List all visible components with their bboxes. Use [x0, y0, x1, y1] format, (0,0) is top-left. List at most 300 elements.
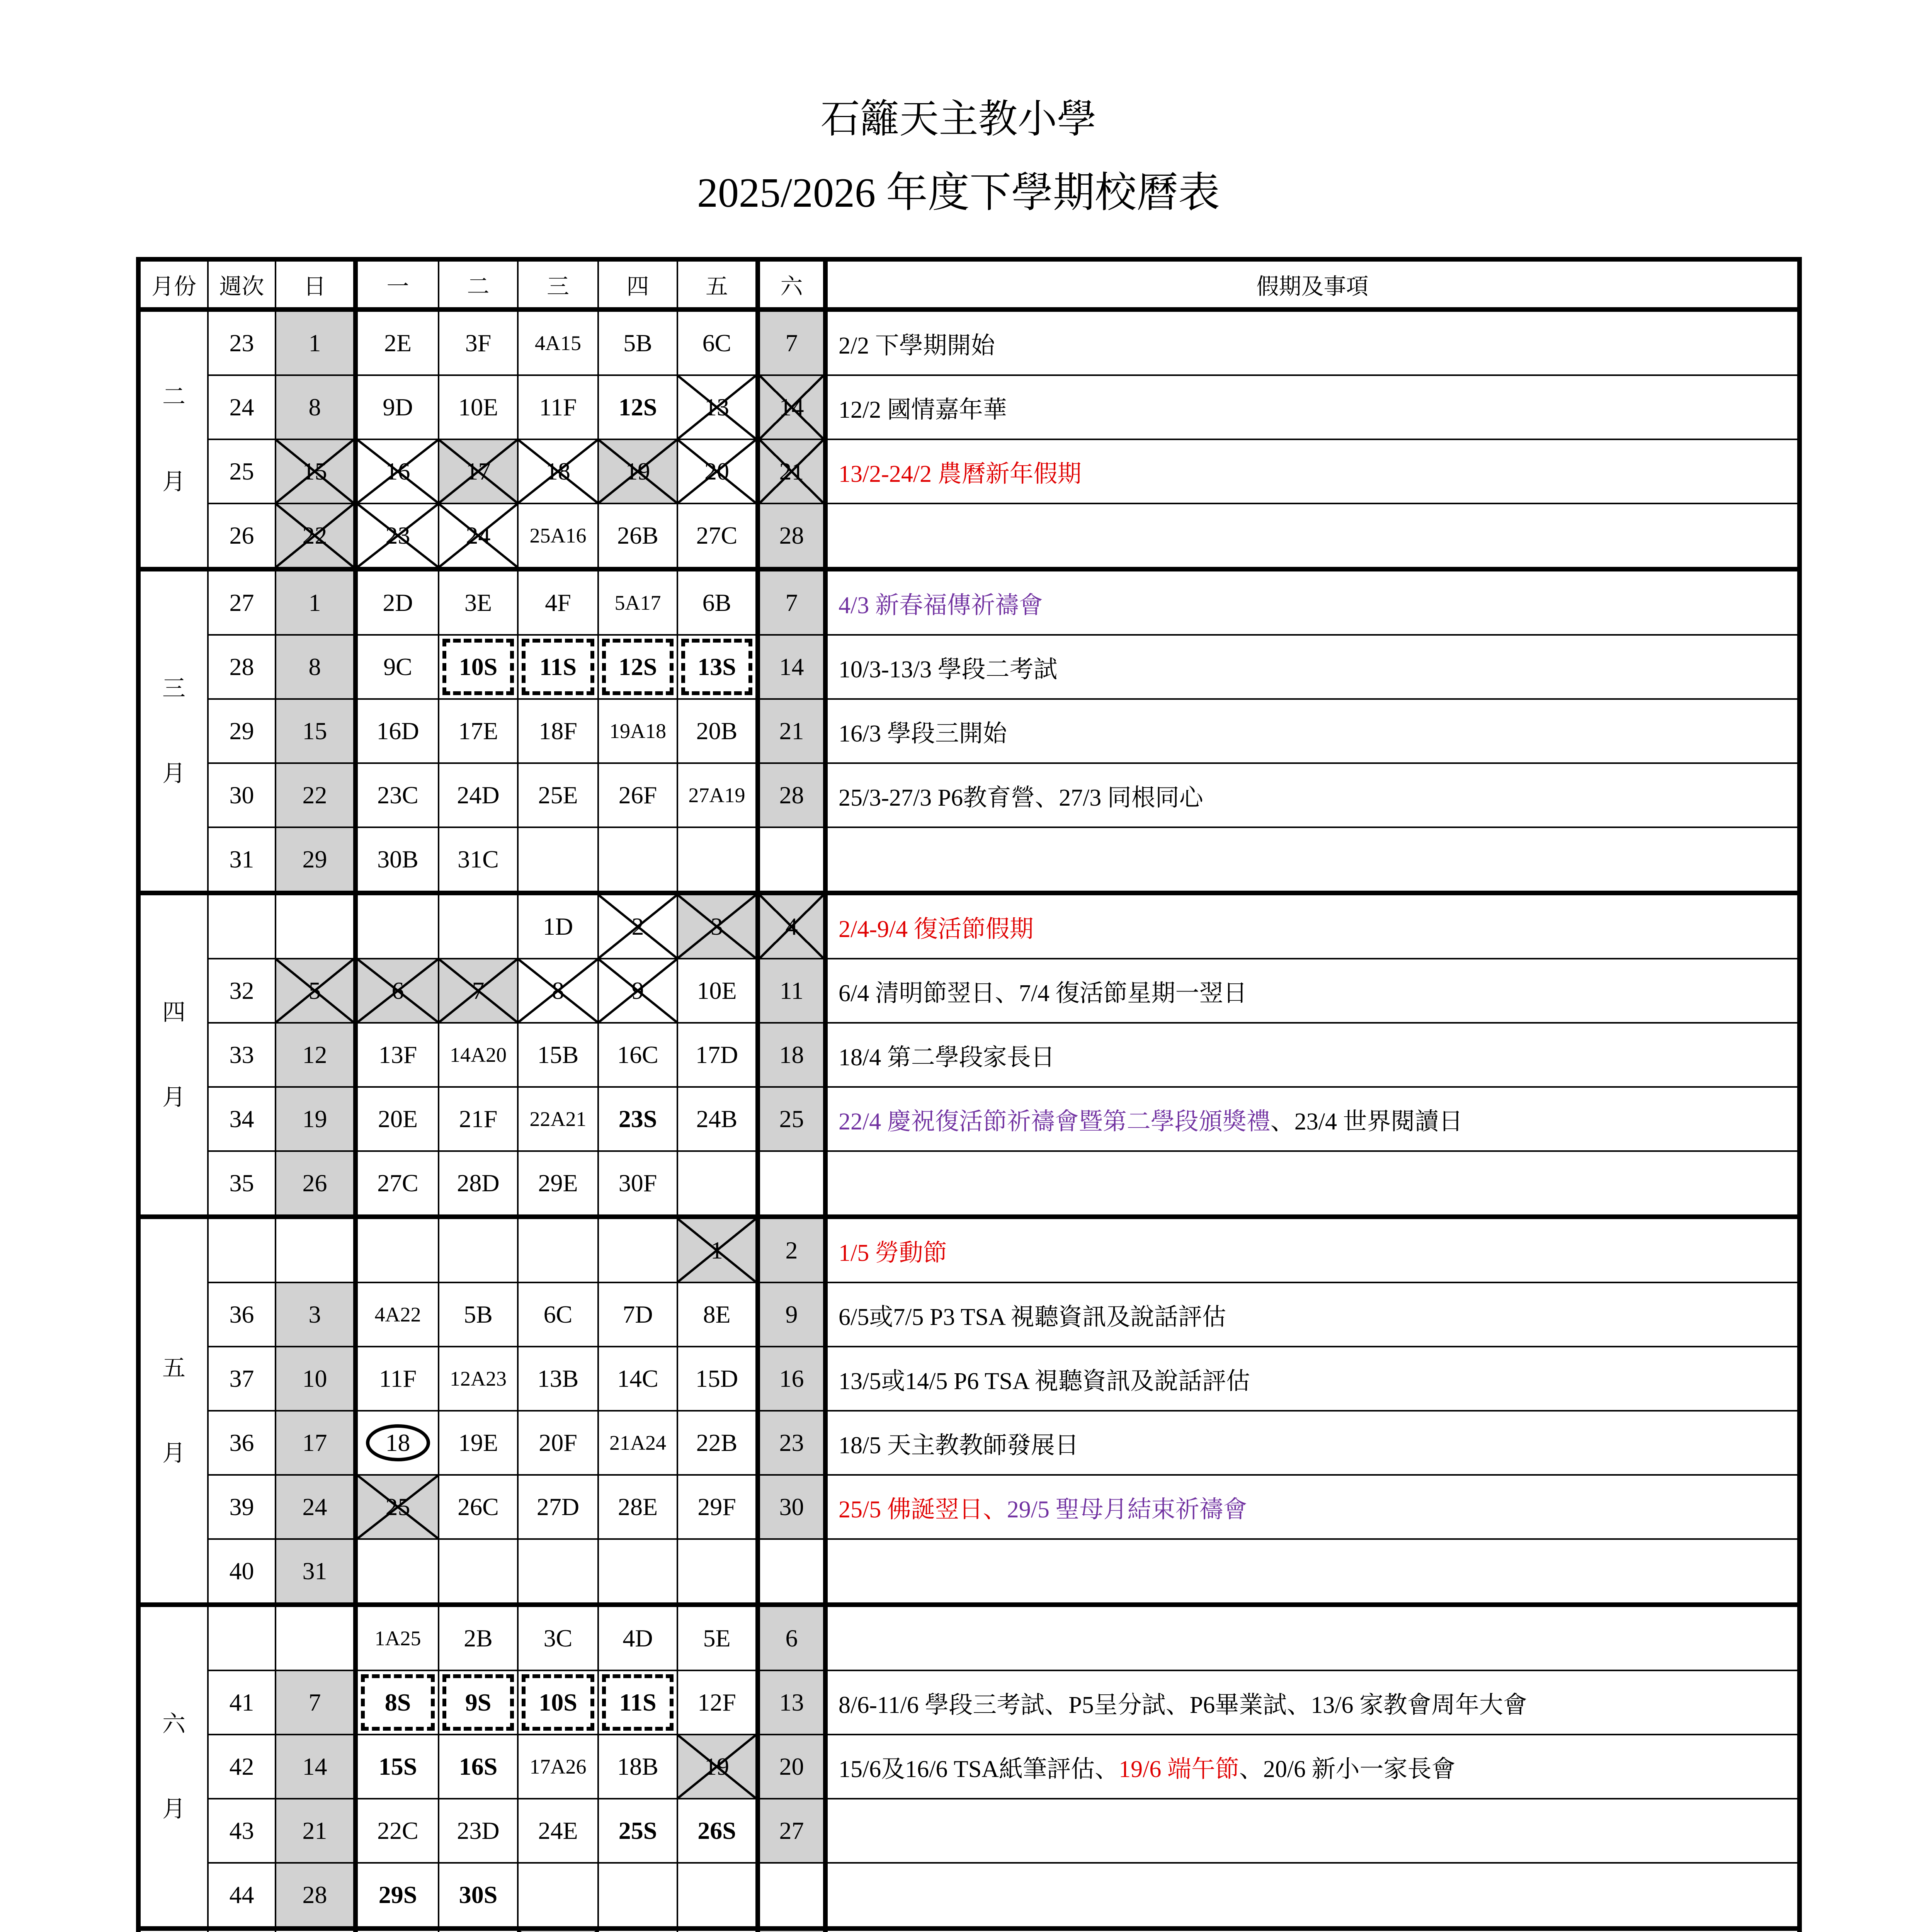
- day-cell-mon: [356, 1929, 439, 1932]
- day-cell-tue: 23D: [439, 1799, 518, 1863]
- day-cell-mon: 15S: [356, 1735, 439, 1799]
- week-number: 33: [208, 1023, 276, 1087]
- week-row: [138, 1799, 1800, 1863]
- day-cell-sat: 6: [758, 1605, 825, 1670]
- day-cell-thu: [598, 1539, 677, 1605]
- events-cell: [825, 763, 1800, 827]
- month-char: 四: [162, 1000, 185, 1025]
- day-cell-sat: 2: [758, 1217, 825, 1282]
- week-row: [138, 1863, 1800, 1929]
- day-cell-wed: 8: [518, 959, 598, 1023]
- day-cell-thu: [598, 1929, 677, 1932]
- event-text: 2/4-9/4 復活節假期: [839, 916, 1034, 942]
- day-cell-tue: [439, 1217, 518, 1282]
- day-cell-mon: 29S: [356, 1863, 439, 1929]
- event-text: 22/4 慶祝復活節祈禱會暨第二學段頒獎禮: [839, 1108, 1271, 1135]
- event-text: 29/5 聖母月結束祈禱會: [1007, 1496, 1247, 1523]
- day-cell-fri: 8E: [677, 1282, 758, 1347]
- header-week: 週次: [208, 259, 276, 310]
- day-cell-mon: 23C: [356, 763, 439, 827]
- event-text: 、23/4 世界閱讀日: [1270, 1108, 1463, 1135]
- day-cell-wed: 25A16: [518, 503, 598, 569]
- events-cell: [825, 827, 1800, 893]
- day-cell-fri: 17D: [677, 1023, 758, 1087]
- week-number: [208, 1217, 276, 1282]
- day-cell-wed: [518, 1929, 598, 1932]
- day-cell-sun: 26: [276, 1151, 356, 1217]
- week-row: [138, 1347, 1800, 1411]
- week-row: [138, 1411, 1800, 1475]
- day-cell-mon: 13F: [356, 1023, 439, 1087]
- day-cell-fri: [677, 1151, 758, 1217]
- events-cell: [825, 1411, 1800, 1475]
- day-cell-mon: 4A22: [356, 1282, 439, 1347]
- day-cell-thu: 5B: [598, 310, 677, 375]
- day-cell-tue: 2B: [439, 1605, 518, 1670]
- day-cell-tue: 24D: [439, 763, 518, 827]
- day-cell-wed: 13B: [518, 1347, 598, 1411]
- events-cell: [825, 1282, 1800, 1347]
- day-cell-tue: 5B: [439, 1282, 518, 1347]
- day-cell-sat: 21: [758, 439, 825, 503]
- day-cell-fri: 3: [677, 893, 758, 959]
- event-text: 2/2 下學期開始: [839, 332, 995, 359]
- day-cell-wed: 4A15: [518, 310, 598, 375]
- week-row: [138, 375, 1800, 439]
- day-cell-thu: [598, 1863, 677, 1929]
- week-row: [138, 959, 1800, 1023]
- event-text: 19/6 端午節: [1119, 1756, 1239, 1782]
- events-cell: [825, 1347, 1800, 1411]
- day-cell-sat: 30: [758, 1475, 825, 1539]
- day-cell-tue: 12A23: [439, 1347, 518, 1411]
- day-cell-sat: 25: [758, 1087, 825, 1151]
- header-events: 假期及事項: [825, 259, 1800, 310]
- day-cell-mon: [356, 1411, 439, 1475]
- day-cell-tue: 14A20: [439, 1023, 518, 1087]
- day-cell-fri: 27C: [677, 503, 758, 569]
- day-cell-fri: 27A19: [677, 763, 758, 827]
- day-cell-sat: 27: [758, 1799, 825, 1863]
- day-cell-sun: 14: [276, 1735, 356, 1799]
- week-number: 40: [208, 1539, 276, 1605]
- day-cell-fri: 29F: [677, 1475, 758, 1539]
- events-cell: [825, 375, 1800, 439]
- week-number: 35: [208, 1151, 276, 1217]
- day-cell-fri: 20B: [677, 699, 758, 763]
- day-cell-thu: 21A24: [598, 1411, 677, 1475]
- day-cell-sat: 16: [758, 1347, 825, 1411]
- day-cell-sun: 19: [276, 1087, 356, 1151]
- day-cell-sun: [276, 1217, 356, 1282]
- event-text: 6/5或7/5 P3 TSA 視聽資訊及說話評估: [839, 1304, 1226, 1330]
- day-cell-tue: 21F: [439, 1087, 518, 1151]
- events-cell: [825, 503, 1800, 569]
- day-cell-mon: 16: [356, 439, 439, 503]
- day-cell-mon: 2D: [356, 569, 439, 635]
- events-cell: [825, 1929, 1800, 1932]
- event-text: 4/3 新春福傳祈禱會: [839, 592, 1043, 619]
- day-cell-fri: 6B: [677, 569, 758, 635]
- day-cell-mon: 27C: [356, 1151, 439, 1217]
- events-cell: [825, 1217, 1800, 1282]
- day-cell-fri: [677, 1929, 758, 1932]
- day-cell-wed: 4F: [518, 569, 598, 635]
- day-cell-mon: 16D: [356, 699, 439, 763]
- week-number: 32: [208, 959, 276, 1023]
- day-cell-mon: [356, 1217, 439, 1282]
- week-number: [208, 1929, 276, 1932]
- week-number: 39: [208, 1475, 276, 1539]
- week-row: [138, 1151, 1800, 1217]
- day-cell-sun: 7: [276, 1670, 356, 1735]
- events-cell: [825, 1799, 1800, 1863]
- day-cell-wed: [518, 827, 598, 893]
- day-cell-sun: 10: [276, 1347, 356, 1411]
- week-row: [138, 310, 1800, 375]
- day-cell-sun: 5: [276, 959, 356, 1023]
- events-cell: [825, 1539, 1800, 1605]
- day-cell-sun: [276, 1605, 356, 1670]
- events-cell: [825, 1735, 1800, 1799]
- week-row: [138, 439, 1800, 503]
- day-cell-tue: 3F: [439, 310, 518, 375]
- month-char: 三: [162, 676, 185, 701]
- day-cell-mon: 30B: [356, 827, 439, 893]
- week-row: [138, 1605, 1800, 1670]
- month-char: 月: [162, 761, 185, 786]
- day-cell-tue: [439, 893, 518, 959]
- day-cell-tue: 7: [439, 959, 518, 1023]
- day-cell-sun: 15: [276, 699, 356, 763]
- event-text: 、20/6 新小一家長會: [1239, 1756, 1456, 1782]
- day-cell-tue: 28D: [439, 1151, 518, 1217]
- day-cell-tue: 3E: [439, 569, 518, 635]
- day-cell-thu: 25S: [598, 1799, 677, 1863]
- day-cell-sat: 14: [758, 375, 825, 439]
- day-cell-tue: [439, 1929, 518, 1932]
- day-cell-mon: 2E: [356, 310, 439, 375]
- week-row: [138, 763, 1800, 827]
- header-sat: 六: [758, 259, 825, 310]
- month-char: 五: [162, 1355, 185, 1381]
- header-wed: 三: [518, 259, 598, 310]
- day-cell-sat: 13: [758, 1670, 825, 1735]
- day-cell-sat: 9: [758, 1282, 825, 1347]
- events-cell: [825, 959, 1800, 1023]
- day-cell-fri: 13S: [677, 635, 758, 699]
- day-cell-thu: 28E: [598, 1475, 677, 1539]
- day-cell-sun: 8: [276, 375, 356, 439]
- day-cell-fri: [677, 1863, 758, 1929]
- day-cell-sat: 4: [758, 893, 825, 959]
- day-cell-fri: 12F: [677, 1670, 758, 1735]
- week-number: 27: [208, 569, 276, 635]
- week-number: 31: [208, 827, 276, 893]
- day-cell-sun: 3: [276, 1282, 356, 1347]
- day-cell-wed: 25E: [518, 763, 598, 827]
- day-cell-sat: 20: [758, 1735, 825, 1799]
- day-cell-wed: [518, 1217, 598, 1282]
- day-cell-wed: 18F: [518, 699, 598, 763]
- month-char: 月: [162, 1796, 185, 1822]
- day-cell-fri: 22B: [677, 1411, 758, 1475]
- event-text: 8/6-11/6 學段三考試、P5呈分試、P6畢業試、13/6 家教會周年大會: [839, 1692, 1527, 1718]
- day-cell-thu: [598, 827, 677, 893]
- day-cell-thu: 16C: [598, 1023, 677, 1087]
- week-number: 44: [208, 1863, 276, 1929]
- day-cell-wed: 10S: [518, 1670, 598, 1735]
- week-number: 36: [208, 1411, 276, 1475]
- week-number: 25: [208, 439, 276, 503]
- day-cell-fri: 26S: [677, 1799, 758, 1863]
- day-cell-thu: 23S: [598, 1087, 677, 1151]
- week-number: 34: [208, 1087, 276, 1151]
- day-cell-mon: 11F: [356, 1347, 439, 1411]
- week-number: 37: [208, 1347, 276, 1411]
- day-cell-thu: 4D: [598, 1605, 677, 1670]
- day-cell-fri: 15D: [677, 1347, 758, 1411]
- day-cell-mon: 25: [356, 1475, 439, 1539]
- week-row: [138, 893, 1800, 959]
- events-cell: [825, 1151, 1800, 1217]
- day-cell-wed: 17A26: [518, 1735, 598, 1799]
- month-label: [138, 569, 208, 893]
- day-cell-thu: 26F: [598, 763, 677, 827]
- event-text: 18/4 第二學段家長日: [839, 1044, 1055, 1071]
- month-label: [138, 1217, 208, 1605]
- events-cell: [825, 310, 1800, 375]
- events-cell: [825, 1670, 1800, 1735]
- event-text: 1/5 勞動節: [839, 1240, 947, 1266]
- day-cell-sun: 22: [276, 763, 356, 827]
- circled-day: 18: [366, 1424, 430, 1461]
- day-cell-mon: 9C: [356, 635, 439, 699]
- day-cell-fri: 5E: [677, 1605, 758, 1670]
- day-cell-wed: 29E: [518, 1151, 598, 1217]
- events-cell: [825, 439, 1800, 503]
- event-text: 13/2-24/2 農曆新年假期: [839, 461, 1082, 487]
- school-name: 石籬天主教小學: [820, 98, 1097, 141]
- day-cell-tue: 17E: [439, 699, 518, 763]
- day-cell-wed: 15B: [518, 1023, 598, 1087]
- month-char: 二: [162, 384, 185, 410]
- event-text: 10/3-13/3 學段二考試: [839, 656, 1058, 683]
- day-cell-thu: 12S: [598, 375, 677, 439]
- day-cell-fri: [677, 827, 758, 893]
- day-cell-wed: 6C: [518, 1282, 598, 1347]
- week-number: 43: [208, 1799, 276, 1863]
- week-row: [138, 1282, 1800, 1347]
- week-number: 28: [208, 635, 276, 699]
- day-cell-wed: 1D: [518, 893, 598, 959]
- week-number: 30: [208, 763, 276, 827]
- header-thu: 四: [598, 259, 677, 310]
- day-cell-fri: 19: [677, 1735, 758, 1799]
- day-cell-thu: 19: [598, 439, 677, 503]
- day-cell-wed: 27D: [518, 1475, 598, 1539]
- day-cell-tue: 30S: [439, 1863, 518, 1929]
- events-cell: [825, 1863, 1800, 1929]
- day-cell-sat: 18: [758, 1023, 825, 1087]
- day-cell-sun: 8: [276, 635, 356, 699]
- event-text: 15/6及16/6 TSA紙筆評估、: [839, 1756, 1119, 1782]
- events-cell: [825, 569, 1800, 635]
- day-cell-sat: [758, 1539, 825, 1605]
- day-cell-sun: 31: [276, 1539, 356, 1605]
- week-row: [138, 1929, 1800, 1932]
- week-number: 41: [208, 1670, 276, 1735]
- week-number: 26: [208, 503, 276, 569]
- day-cell-sun: 28: [276, 1863, 356, 1929]
- day-cell-sun: 1: [276, 569, 356, 635]
- event-text: 25/3-27/3 P6教育營、27/3 同根同心: [839, 784, 1203, 811]
- day-cell-sun: 22: [276, 503, 356, 569]
- month-label: [138, 310, 208, 569]
- day-cell-thu: 9: [598, 959, 677, 1023]
- day-cell-wed: [518, 1863, 598, 1929]
- day-cell-thu: 30F: [598, 1151, 677, 1217]
- day-cell-thu: 5A17: [598, 569, 677, 635]
- week-row: [138, 699, 1800, 763]
- day-cell-wed: [518, 1539, 598, 1605]
- week-number: 23: [208, 310, 276, 375]
- day-cell-thu: [598, 1217, 677, 1282]
- events-cell: [825, 1087, 1800, 1151]
- week-row: [138, 827, 1800, 893]
- event-text: 25/5 佛誕翌日: [839, 1496, 983, 1523]
- week-number: 29: [208, 699, 276, 763]
- day-cell-fri: [677, 1539, 758, 1605]
- week-number: 24: [208, 375, 276, 439]
- week-number: 36: [208, 1282, 276, 1347]
- week-row: [138, 1217, 1800, 1282]
- day-cell-tue: 10S: [439, 635, 518, 699]
- day-cell-thu: 12S: [598, 635, 677, 699]
- events-cell: [825, 1023, 1800, 1087]
- event-text: 12/2 國情嘉年華: [839, 396, 1007, 423]
- month-char: 六: [162, 1711, 185, 1737]
- day-cell-wed: 24E: [518, 1799, 598, 1863]
- events-cell: [825, 699, 1800, 763]
- header-mon: 一: [356, 259, 439, 310]
- header-fri: 五: [677, 259, 758, 310]
- day-cell-tue: 16S: [439, 1735, 518, 1799]
- day-cell-wed: 18: [518, 439, 598, 503]
- day-cell-sat: 7: [758, 310, 825, 375]
- event-text: 16/3 學段三開始: [839, 720, 1007, 747]
- week-row: [138, 1475, 1800, 1539]
- event-text: 、: [983, 1496, 1007, 1523]
- month-char: 月: [162, 469, 185, 495]
- header-row: [138, 259, 1800, 310]
- header-month: 月份: [138, 259, 208, 310]
- week-row: [138, 1539, 1800, 1605]
- day-cell-wed: 3C: [518, 1605, 598, 1670]
- day-cell-fri: 1: [677, 1217, 758, 1282]
- day-cell-sat: [758, 1863, 825, 1929]
- day-cell-sun: 17: [276, 1411, 356, 1475]
- day-cell-sun: 21: [276, 1799, 356, 1863]
- week-number: [208, 1605, 276, 1670]
- school-calendar-table: [136, 257, 1802, 1932]
- day-cell-sat: 11: [758, 959, 825, 1023]
- day-cell-mon: [356, 1539, 439, 1605]
- header-tue: 二: [439, 259, 518, 310]
- day-cell-mon: 8S: [356, 1670, 439, 1735]
- day-cell-wed: 20F: [518, 1411, 598, 1475]
- day-cell-tue: 31C: [439, 827, 518, 893]
- day-cell-sat: 28: [758, 503, 825, 569]
- day-cell-fri: 10E: [677, 959, 758, 1023]
- month-label: [138, 1929, 208, 1932]
- week-row: [138, 503, 1800, 569]
- event-text: 18/5 天主教教師發展日: [839, 1432, 1079, 1459]
- day-cell-sat: 23: [758, 1411, 825, 1475]
- month-label: [138, 893, 208, 1217]
- events-cell: [825, 635, 1800, 699]
- day-cell-sun: 15: [276, 439, 356, 503]
- day-cell-mon: 1A25: [356, 1605, 439, 1670]
- day-cell-mon: 23: [356, 503, 439, 569]
- events-cell: [825, 1475, 1800, 1539]
- week-row: [138, 1023, 1800, 1087]
- day-cell-tue: 24: [439, 503, 518, 569]
- day-cell-tue: 17: [439, 439, 518, 503]
- day-cell-sat: [758, 1151, 825, 1217]
- day-cell-tue: [439, 1539, 518, 1605]
- day-cell-fri: 20: [677, 439, 758, 503]
- week-number: 42: [208, 1735, 276, 1799]
- week-row: [138, 1087, 1800, 1151]
- week-row: [138, 1670, 1800, 1735]
- day-cell-sat: 21: [758, 699, 825, 763]
- event-text: 6/4 清明節翌日、7/4 復活節星期一翌日: [839, 980, 1247, 1007]
- day-cell-tue: 10E: [439, 375, 518, 439]
- day-cell-sat: 14: [758, 635, 825, 699]
- event-text: 13/5或14/5 P6 TSA 視聽資訊及說話評估: [839, 1368, 1250, 1395]
- events-cell: [825, 1605, 1800, 1670]
- day-cell-sun: 12: [276, 1023, 356, 1087]
- month-label: [138, 1605, 208, 1929]
- day-cell-thu: 2: [598, 893, 677, 959]
- day-cell-thu: 11S: [598, 1670, 677, 1735]
- day-cell-sun: 1: [276, 310, 356, 375]
- day-cell-fri: 24B: [677, 1087, 758, 1151]
- day-cell-tue: 26C: [439, 1475, 518, 1539]
- calendar-body: [138, 310, 1800, 1932]
- header-sun: 日: [276, 259, 356, 310]
- day-cell-tue: 9S: [439, 1670, 518, 1735]
- day-cell-mon: 9D: [356, 375, 439, 439]
- month-char: 月: [162, 1440, 185, 1466]
- day-cell-fri: 6C: [677, 310, 758, 375]
- day-cell-thu: 26B: [598, 503, 677, 569]
- day-cell-fri: 13: [677, 375, 758, 439]
- week-row: [138, 1735, 1800, 1799]
- day-cell-thu: 19A18: [598, 699, 677, 763]
- day-cell-mon: 22C: [356, 1799, 439, 1863]
- week-row: [138, 635, 1800, 699]
- day-cell-mon: [356, 893, 439, 959]
- day-cell-sun: [276, 893, 356, 959]
- day-cell-thu: 14C: [598, 1347, 677, 1411]
- day-cell-sat: 7: [758, 569, 825, 635]
- week-number: [208, 893, 276, 959]
- calendar-title: 2025/2026 年度下學期校曆表: [697, 170, 1220, 216]
- day-cell-sun: 24: [276, 1475, 356, 1539]
- week-row: [138, 569, 1800, 635]
